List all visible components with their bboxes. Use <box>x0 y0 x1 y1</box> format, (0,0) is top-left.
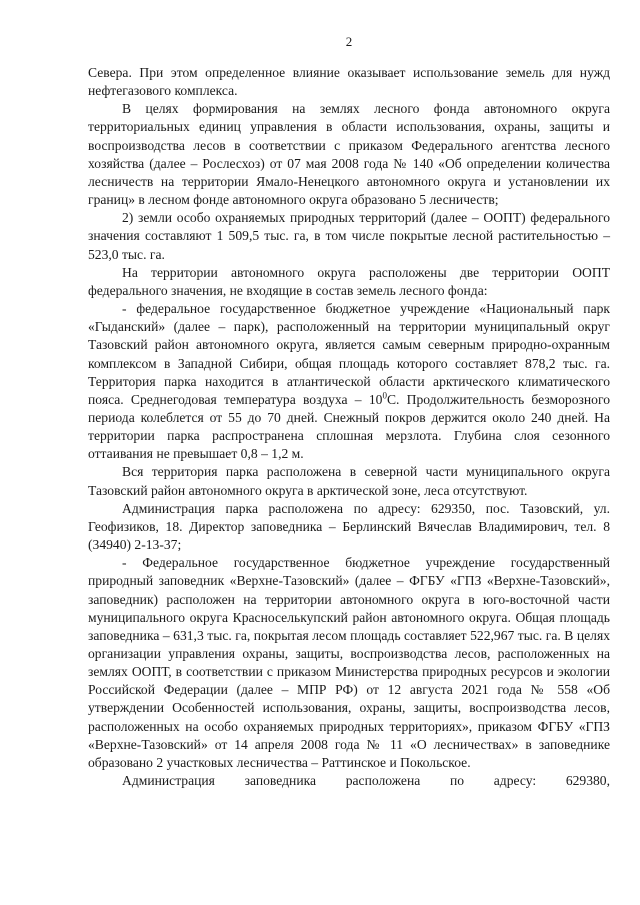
paragraph-reserve-administration: Администрация заповедника расположена по адресу: 629380, <box>122 773 610 789</box>
paragraph-park-location: Вся территория парка расположена в северной части муниципального округа Тазовский район автономного округа в арктической зоне, леса отсутствуют. <box>88 464 610 498</box>
paragraph-two-territories: На территории автономного округа расположены две территории ООПТ федерального значения, не входящие в состав земель лесного фонда: <box>88 264 610 298</box>
degree-superscript: 0 <box>382 390 387 401</box>
paragraph-protected-areas: 2) земли особо охраняемых природных территорий (далее – ООПТ) федерального значения составляют 1 509,5 тыс. га, в том числе покрытые лесной растительностью – 523,0 тыс. га. <box>88 210 610 262</box>
paragraph-park-administration: Администрация парка расположена по адресу: 629350, пос. Тазовский, ул. Геофизиков, 18. Директор заповедника – Берлинский Вячеслав Владимирович, тел. 8 (34940) 2-13-37; <box>88 500 610 553</box>
paragraph-nature-reserve: - Федеральное государственное бюджетное учреждение государственный природный заповедник «Верхне-Тазовский» (далее – ФГБУ «ГПЗ «Верхне-Тазовский», заповедник) расположен на территории автономного округа в юго-восточной части муниципального округа Красноселькупский район автономного округа. Общая площадь заповедника – 631,3 тыс. га, покрытая лесом площадь составляет 522,967 тыс. га. В целях организации управления охраны, защиты, воспроизводства лесов, расположенных на землях ООПТ, в соответствии с приказом Министерства природных ресурсов и экологии Российской Федерации (далее – МПР РФ) от 12 августа 2021 года № 558 «Об утверждении Особенностей использования, охраны, защиты, воспроизводства лесов, расположенных на особо охраняемых природных территориях», приказом ФГБУ «ГПЗ «Верхне-Тазовский» от 14 апреля 2008 года № 11 «О лесничествах» в заповеднике образовано 2 участковых лесничества – Раттинское и Покольское. <box>88 555 610 770</box>
document-body <box>88 64 610 790</box>
paragraph-continuation: Севера. При этом определенное влияние оказывает использование земель для нужд нефтегазового комплекса. <box>88 65 610 99</box>
paragraph-national-park-part2: С. Продолжительность безморозного периода колеблется от 55 до 70 дней. Снежный покров держится около 240 дней. На территории парка распространена сплошная мерзлота. Глубина слоя сезонного оттаивания не превышает 0,8 – 1,2 м. <box>88 391 610 462</box>
paragraph-forestry-units: В целях формирования на землях лесного фонда автономного округа территориальных единиц управления в области использования, охраны, защиты и воспроизводства лесов в соответствии с приказом Федерального агентства лесного хозяйства (далее – Рослесхоз) от 07 мая 2008 года № 140 «Об определении количества лесничеств на территории Ямало-Ненецкого автономного округа и установлении их границ» в лесном фонде автономного округа образовано 5 лесничеств; <box>88 101 610 208</box>
paragraph-national-park-part1: - федеральное государственное бюджетное учреждение «Национальный парк «Гыданский» (далее – парк), расположенный на территории муниципальный округ Тазовский район автономного округа, является самым северным природно-охранным комплексом в Западной Сибири, общая площадь которого составляет 878,2 тыс. га. Территория парка находится в атлантической области арктического климатического пояса. Среднегодовая температура воздуха – 10 <box>88 301 610 407</box>
page-number: 2 <box>345 34 353 49</box>
paragraph-national-park <box>88 300 610 463</box>
